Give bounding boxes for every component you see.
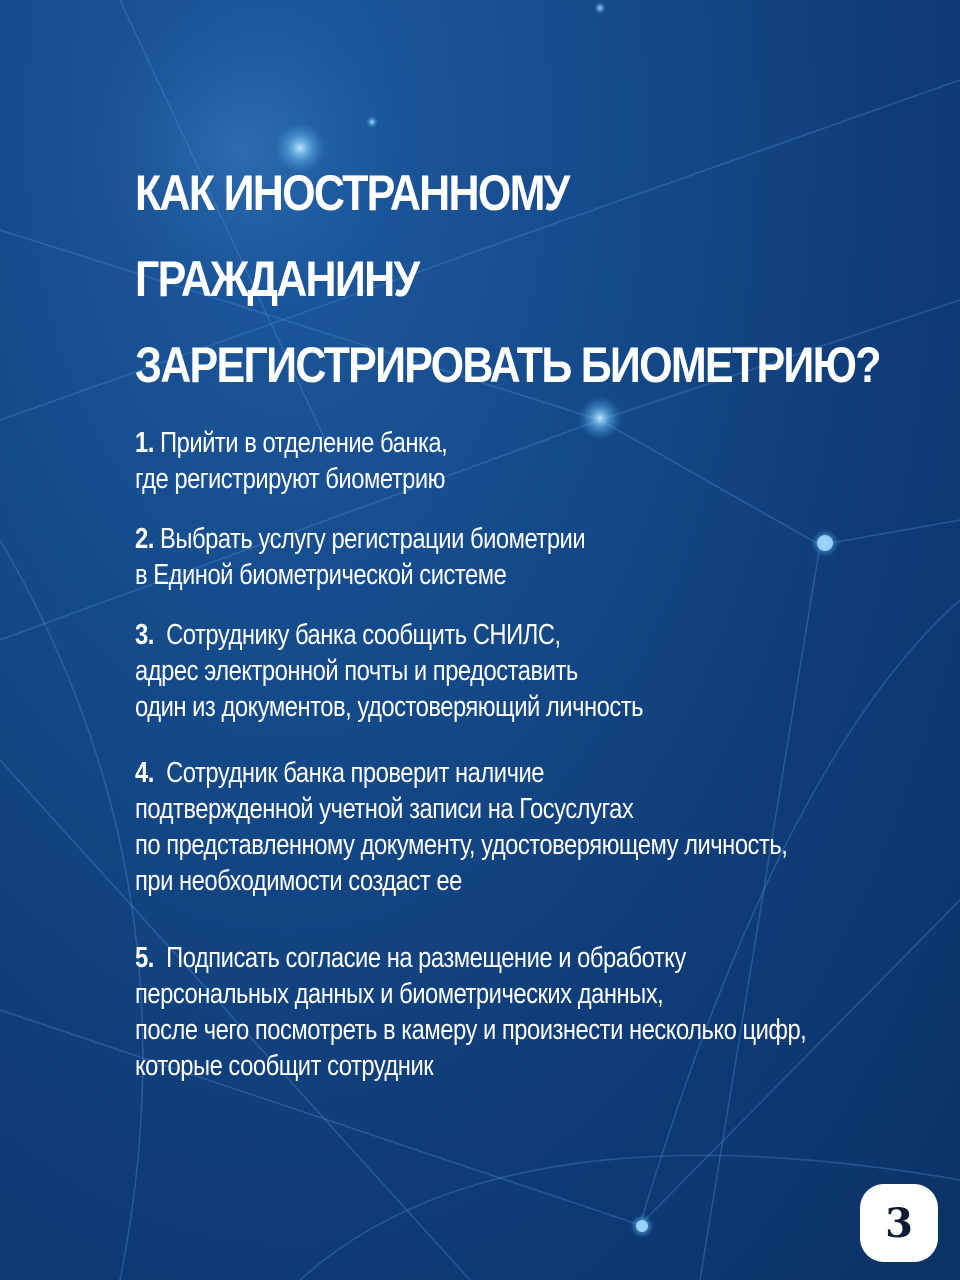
step-text: адрес электронной почты и предоставить xyxy=(135,655,578,687)
title-line-1: КАК ИНОСТРАННОМУ xyxy=(135,165,569,221)
step-text: Сотрудник банка проверит наличие xyxy=(166,757,545,789)
step-text: которые сообщит сотрудник xyxy=(135,1050,434,1082)
step-2 xyxy=(135,521,857,593)
step-1 xyxy=(135,425,857,497)
page-title xyxy=(135,150,880,408)
step-text: Сотруднику банка сообщить СНИЛС, xyxy=(166,619,561,651)
page-number-badge: 3 xyxy=(860,1184,938,1262)
title-line-3: ЗАРЕГИСТРИРОВАТЬ БИОМЕТРИЮ? xyxy=(135,337,880,393)
step-text: при необходимости создаст ее xyxy=(135,865,462,897)
step-text: Подписать согласие на размещение и обработку xyxy=(166,942,686,974)
step-text: после чего посмотреть в камеру и произнести несколько цифр, xyxy=(135,1014,807,1046)
step-number: 5. xyxy=(135,942,154,974)
step-text: персональных данных и биометрических данных, xyxy=(135,978,664,1010)
step-4 xyxy=(135,755,857,899)
step-3 xyxy=(135,617,857,725)
step-number: 3. xyxy=(135,619,154,651)
step-text: по представленному документу, удостоверяющему личность, xyxy=(135,829,788,861)
step-text: в Единой биометрической системе xyxy=(135,559,507,591)
title-line-2: ГРАЖДАНИНУ xyxy=(135,251,419,307)
step-text: Выбрать услугу регистрации биометрии xyxy=(159,523,586,555)
step-text: подтвержденной учетной записи на Госуслугах xyxy=(135,793,634,825)
step-number: 4. xyxy=(135,757,154,789)
step-number: 1. xyxy=(135,427,154,459)
step-text: один из документов, удостоверяющий личность xyxy=(135,691,644,723)
step-text: Прийти в отделение банка, xyxy=(159,427,448,459)
step-number: 2. xyxy=(135,523,154,555)
step-5 xyxy=(135,940,857,1084)
step-text: где регистрируют биометрию xyxy=(135,463,446,495)
